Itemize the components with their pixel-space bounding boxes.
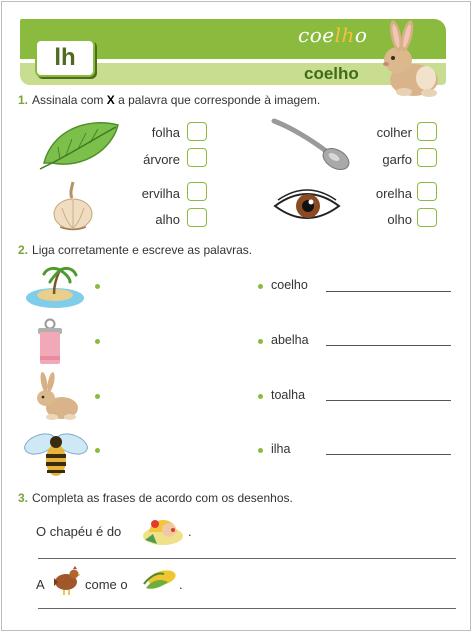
hen-image	[50, 564, 80, 596]
match-dot[interactable]	[95, 339, 100, 344]
instruction-text: a palavra que corresponde à imagem.	[118, 93, 321, 107]
sentence-2-end: .	[179, 577, 183, 592]
match-dot[interactable]	[95, 394, 100, 399]
worksheet-page	[1, 1, 471, 631]
question-2-title	[18, 243, 252, 257]
answer-checkbox[interactable]	[187, 208, 207, 227]
instruction-text: Liga corretamente e escreve as palavras.	[32, 243, 253, 257]
match-word: abelha	[271, 333, 309, 347]
island-image	[24, 264, 86, 310]
sentence-1-end: .	[188, 524, 192, 539]
x-mark: X	[106, 93, 115, 107]
answer-checkbox[interactable]	[417, 148, 437, 167]
bee-image	[22, 428, 90, 480]
answer-checkbox[interactable]	[417, 182, 437, 201]
header-word: coelho	[304, 64, 359, 83]
sentence-1	[36, 524, 121, 539]
sentence-text: O chapéu é do	[36, 524, 122, 539]
rabbit-illustration	[374, 20, 450, 100]
header-word-part: o	[354, 23, 368, 47]
rabbit-image	[32, 372, 82, 422]
header-word-highlight: lh	[334, 23, 355, 47]
match-dot[interactable]	[258, 394, 263, 399]
write-line[interactable]	[326, 400, 451, 401]
question-number: 3.	[18, 491, 29, 505]
clown-image	[139, 510, 187, 546]
sentence-2-start: A	[36, 577, 45, 592]
write-line[interactable]	[326, 345, 451, 346]
answer-checkbox[interactable]	[187, 148, 207, 167]
header-word-part: coe	[298, 23, 335, 47]
question-number: 1.	[18, 93, 29, 107]
option-word: alho	[155, 212, 180, 227]
question-3-title	[18, 491, 293, 505]
digraph-label	[35, 39, 95, 77]
answer-checkbox[interactable]	[417, 208, 437, 227]
option-word: olho	[387, 212, 412, 227]
option-word: orelha	[375, 186, 412, 201]
answer-line[interactable]	[38, 558, 456, 559]
option-word: garfo	[382, 152, 412, 167]
write-line[interactable]	[326, 291, 451, 292]
corn-image	[142, 566, 178, 594]
answer-checkbox[interactable]	[187, 122, 207, 141]
answer-checkbox[interactable]	[187, 182, 207, 201]
digraph-text: lh	[54, 44, 76, 71]
question-number: 2.	[18, 243, 29, 257]
option-word: folha	[151, 125, 180, 140]
match-dot[interactable]	[258, 448, 263, 453]
instruction-text: Assinala com	[32, 93, 104, 107]
match-dot[interactable]	[258, 284, 263, 289]
match-word: toalha	[271, 388, 306, 402]
answer-line[interactable]	[38, 608, 456, 609]
match-word: ilha	[271, 442, 291, 456]
sentence-2-middle: come o	[85, 577, 128, 592]
option-word: ervilha	[141, 186, 180, 201]
garlic-image	[50, 180, 96, 232]
question-1-title	[18, 93, 320, 107]
instruction-text: Completa as frases de acordo com os desenhos.	[32, 491, 293, 505]
match-dot[interactable]	[95, 284, 100, 289]
towel-image	[34, 318, 66, 366]
option-word: colher	[376, 125, 412, 140]
option-word: árvore	[143, 152, 180, 167]
match-word: coelho	[271, 278, 308, 292]
match-dot[interactable]	[95, 448, 100, 453]
header-word-styled	[298, 23, 367, 47]
match-dot[interactable]	[258, 339, 263, 344]
answer-checkbox[interactable]	[417, 122, 437, 141]
write-line[interactable]	[326, 454, 451, 455]
